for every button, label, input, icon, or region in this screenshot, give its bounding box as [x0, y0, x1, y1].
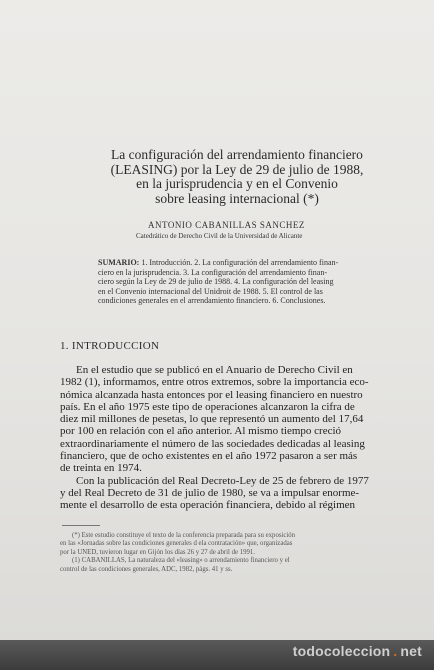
body-line: país. En el año 1975 este tipo de operaciones alcanzaron la cifra de	[60, 400, 355, 413]
summary-line: en el Convenio internacional del Unidroit de 1988. 5. El control de las	[98, 286, 323, 296]
site-watermark	[293, 640, 422, 662]
body-line: mente el desarrollo de esta operación financiera, debido al régimen	[60, 499, 356, 512]
summary-line: ciero según la Ley de 29 de julio de 1988. 4. La configuración del leasing	[98, 277, 334, 287]
body-line: diez mil millones de pesetas, lo que representó un aumento del 17,64	[60, 413, 364, 426]
body-line: extraordinariamente el número de las sociedades dedicadas al leasing	[60, 437, 365, 450]
author-affiliation: Catedrático de Derecho Civil de la Universidad de Alicante	[136, 232, 303, 240]
watermark-dot: .	[393, 643, 398, 659]
footnote-line: (*) Este estudio constituye el texto de la conferencia preparada para su exposición	[72, 532, 296, 539]
body-line: y del Real Decreto de 31 de julio de 1980, se va a impulsar enorme-	[60, 486, 360, 499]
summary-first-line	[98, 258, 378, 268]
footnotes	[60, 532, 390, 574]
footnote-line: (1) CABANILLAS, La naturaleza del «leasing» o arrendamiento financiero y el	[72, 557, 290, 565]
summary-label: SUMARIO:	[98, 258, 140, 267]
footnote-divider	[62, 525, 100, 526]
section-heading: 1. INTRODUCCION	[60, 340, 160, 352]
footnote-line: control de las condiciones generales, ADC, 1982, págs. 41 y ss.	[60, 565, 233, 573]
watermark-right: net	[400, 643, 422, 659]
article-title	[84, 148, 390, 206]
body-line: 1982 (1), informamos, entre otros extremos, sobre la importancia eco-	[60, 376, 369, 389]
summary-block	[98, 258, 378, 306]
summary-line: condiciones generales en el arrendamiento financiero. 6. Conclusiones.	[98, 296, 326, 306]
summary-line: ciero en la jurisprudencia. 3. La configuración del arrendamiento finan-	[98, 267, 328, 277]
title-line: sobre leasing internacional (*)	[155, 190, 319, 206]
title-line: (LEASING) por la Ley de 29 de julio de 1988,	[110, 161, 364, 177]
body-line: En el estudio que se publicó en el Anuario de Derecho Civil en	[76, 364, 353, 376]
body-paragraphs	[60, 364, 390, 512]
title-line: La configuración del arrendamiento financiero	[111, 147, 363, 162]
footnote-line: por la UNED, tuvieron lugar en Gijón los días 26 y 27 de abril de 1991.	[60, 548, 255, 556]
watermark-left: todocoleccion	[292, 643, 391, 659]
summary-text: 1. Introducción. 2. La configuración del arrendamiento finan-	[139, 258, 339, 267]
title-line: en la jurisprudencia y en el Convenio	[136, 176, 338, 191]
footnote-line: en las «Jornadas sobre las condiciones generales d ela contratación» que, organizadas	[60, 540, 293, 548]
body-line: financiero, que de ocho existentes en el año 1972 pasaron a ser más	[60, 450, 358, 463]
author-name: ANTONIO CABANILLAS SANCHEZ	[148, 220, 305, 230]
body-line: de treinta en 1974.	[60, 462, 142, 475]
body-line: por 100 en relación con el año anterior. Al mismo tiempo creció	[60, 425, 342, 438]
body-line: Con la publicación del Real Decreto-Ley de 25 de febrero de 1977	[76, 474, 369, 487]
body-line: nómica alcanzada hasta entonces por el leasing financiero en nuestro	[60, 388, 363, 401]
